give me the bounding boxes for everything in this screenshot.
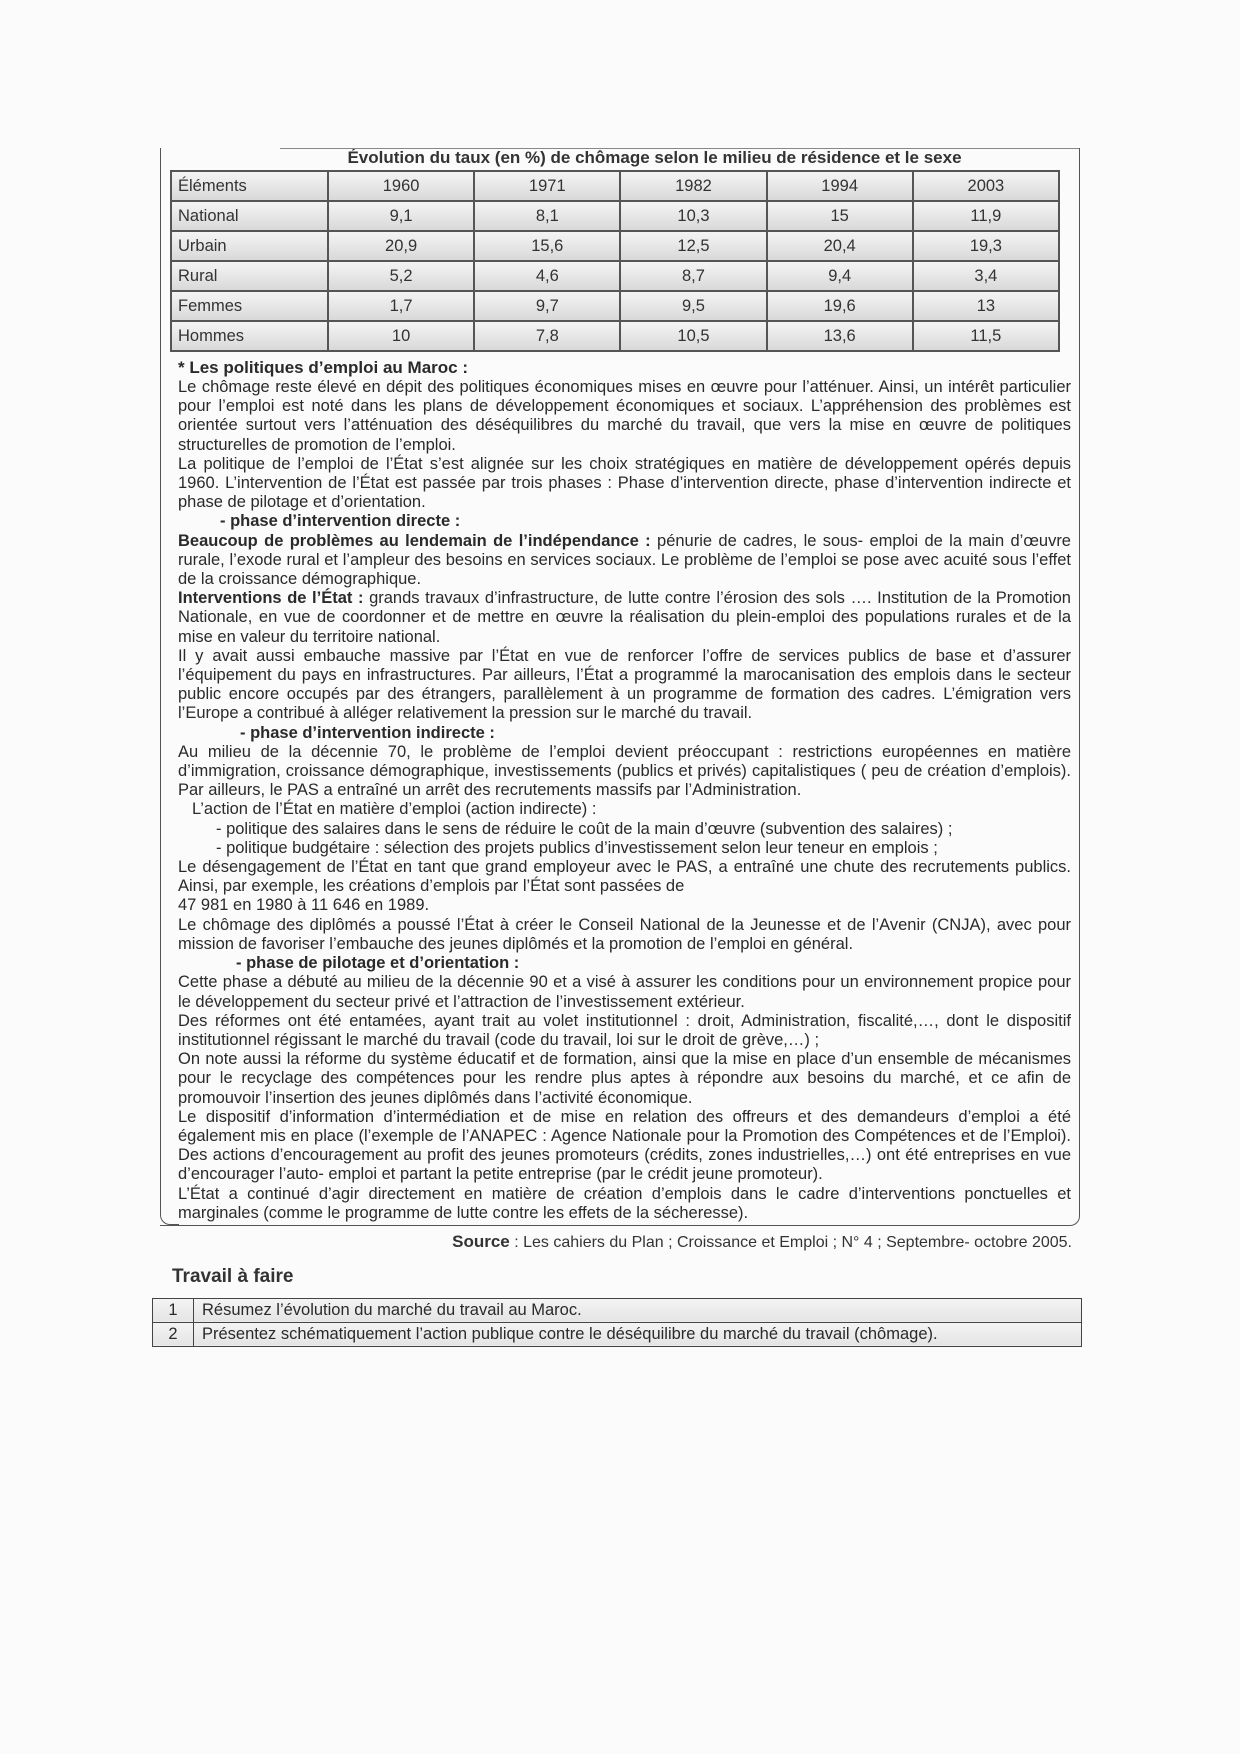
paragraph: On note aussi la réforme du système éducatif et de formation, ainsi que la mise en place d’un ensemble de mécanismes pour le recyclage des compétences pour les rendre plus aptes à répondre aux besoins du marché, et ce afin de promouvoir l’insertion des jeunes diplômés dans l’activité économique. [178, 1050, 1071, 1107]
paragraph: Cette phase a débuté au milieu de la décennie 90 et a visé à assurer les conditions pour un environnement propice pour le développement du secteur privé et l’attraction de l’investissement extérieur. [178, 973, 1071, 1011]
paragraph [178, 532, 1071, 590]
table-cell: 10,3 [620, 201, 766, 231]
table-cell: 9,7 [474, 291, 620, 321]
table-cell: 1,7 [328, 291, 474, 321]
task-text: Résumez l’évolution du marché du travail au Maroc. [194, 1298, 1082, 1322]
paragraph-text: grands travaux d’infrastructure, de lutte contre l’érosion des sols …. Institution de la Promotion Nationale, en vue de coordonner et de mettre en œuvre la réalisation du plein-emploi des populations rurales et de la mise en valeur du territoire national. [178, 589, 1071, 646]
source-label: Source [452, 1231, 510, 1251]
table-header-cell: 1982 [620, 171, 766, 201]
task-number: 1 [153, 1298, 194, 1322]
table-cell: 7,8 [474, 321, 620, 351]
document-page [160, 144, 1080, 1347]
table-cell: 8,7 [620, 261, 766, 291]
table-cell: National [171, 201, 328, 231]
table-header-cell: Éléments [171, 171, 328, 201]
source-text: : Les cahiers du Plan ; Croissance et Emploi ; N° 4 ; Septembre- octobre 2005. [509, 1233, 1072, 1251]
table-header-cell: 1971 [474, 171, 620, 201]
table-row [171, 201, 1059, 231]
task-row [153, 1298, 1082, 1322]
table-cell: 13 [913, 291, 1059, 321]
paragraph-text: pénurie de cadres, le sous- emploi de la main d’œuvre rurale, l’exode rural et l’ampleur des besoins en services sociaux. Le problème de l’emploi se pose avec acuité sous l’effet de la croissance démographique. [178, 531, 1071, 589]
task-text: Présentez schématiquement l’action publique contre le déséquilibre du marché du travail (chômage). [194, 1322, 1082, 1346]
paragraph [178, 589, 1071, 647]
source-line [160, 1232, 1072, 1252]
paragraph: L’action de l’État en matière d’emploi (action indirecte) : [192, 800, 597, 819]
task-title: Travail à faire [172, 1265, 294, 1287]
paragraph: Le dispositif d’information d’intermédiation et de mise en relation des offreurs et des demandeurs d’emploi a été également mis en place (l’exemple de l’ANAPEC : Agence Nationale pour la Promotion des Compétences et de l’Emploi). Des actions d’encouragement au profit des jeunes promoteurs (crédits, zones industrielles,…) ont été entreprises en vue d’encourager l’auto- emploi et partant la petite entreprise (par le crédit jeune promoteur). [178, 1107, 1071, 1184]
paragraph: La politique de l’emploi de l’État s’est alignée sur les choix stratégiques en matière de développement opérés depuis 1960. L’intervention de l’État est passée par trois phases : Phase d’intervention directe, phase d’intervention indirecte et phase de pilotage et d’orientation. [178, 454, 1071, 512]
table-cell: Femmes [171, 291, 328, 321]
paragraph: Le chômage des diplômés a poussé l’État à créer le Conseil National de la Jeunesse et de l’Avenir (CNJA), avec pour mission de favoriser l’embauche des jeunes diplômés et la promotion de l’emploi en général. [178, 915, 1071, 953]
table-cell: 4,6 [474, 261, 620, 291]
table-cell: 12,5 [620, 231, 766, 261]
table-cell: 9,5 [620, 291, 766, 321]
subheading: - phase de pilotage et d’orientation : [236, 954, 520, 973]
task-row [153, 1322, 1082, 1346]
table-cell: 10,5 [620, 321, 766, 351]
table-cell: 11,5 [913, 321, 1059, 351]
list-item: - politique des salaires dans le sens de réduire le coût de la main d’œuvre (subvention des salaires) ; [216, 819, 953, 838]
table-header-cell: 1960 [328, 171, 474, 201]
table-cell: 15,6 [474, 231, 620, 261]
table-cell: Hommes [171, 321, 328, 351]
table-cell: 9,4 [767, 261, 913, 291]
table-row [171, 321, 1059, 351]
table-cell: 19,3 [913, 231, 1059, 261]
table-cell: 20,4 [767, 231, 913, 261]
paragraph: Il y avait aussi embauche massive par l’État en vue de renforcer l’offre de services publics de base et d’assurer l’équipement du pays en infrastructures. Par ailleurs, l’État a programmé la marocanisation des emplois dans le secteur public encore occupés par des étrangers, parallèlement à un programme de formation des cadres. L’émigration vers l’Europe a contribué à alléger relativement la pression sur le marché du travail. [178, 646, 1071, 723]
subheading: - phase d’intervention directe : [220, 512, 461, 531]
table-cell: 19,6 [767, 291, 913, 321]
table-row [171, 231, 1059, 261]
paragraph: 47 981 en 1980 à 11 646 en 1989. [178, 896, 430, 915]
table-cell: Rural [171, 261, 328, 291]
table-cell: 20,9 [328, 231, 474, 261]
table-row [171, 261, 1059, 291]
paragraph: Le désengagement de l’État en tant que grand employeur avec le PAS, a entraîné une chute des recrutements publics. Ainsi, par exemple, les créations d’emplois par l’État sont passées de [178, 858, 1071, 896]
table-row [171, 291, 1059, 321]
table-cell: Urbain [171, 231, 328, 261]
table-cell: 13,6 [767, 321, 913, 351]
table-cell: 3,4 [913, 261, 1059, 291]
table-cell: 5,2 [328, 261, 474, 291]
task-number: 2 [153, 1322, 194, 1346]
paragraph: L’État a continué d’agir directement en matière de création d’emplois dans le cadre d’interventions ponctuelles et marginales (comme le programme de lutte contre les effets de la sécheresse). [178, 1184, 1071, 1222]
table-header-row [171, 171, 1059, 201]
task-table [152, 1298, 1082, 1347]
list-item: - politique budgétaire : sélection des projets publics d’investissement selon leur teneur en emplois ; [216, 838, 938, 857]
paragraph: Le chômage reste élevé en dépit des politiques économiques mises en œuvre pour l’atténuer. Ainsi, un intérêt particulier pour l’emploi est noté dans les plans de développement économiques et sociaux. L’appréhension des problèmes est orientée surtout vers l’atténuation des déséquilibres du marché du travail, que vers la mise en œuvre de politiques structurelles de promotion de l’emploi. [178, 378, 1071, 454]
unemployment-table [170, 170, 1060, 352]
table-header-cell: 1994 [767, 171, 913, 201]
table-cell: 11,9 [913, 201, 1059, 231]
table-cell: 9,1 [328, 201, 474, 231]
table-title: Évolution du taux (en %) de chômage selon le milieu de résidence et le sexe [347, 148, 962, 167]
table-cell: 10 [328, 321, 474, 351]
paragraph: Au milieu de la décennie 70, le problème de l’emploi devient préoccupant : restrictions européennes en matière d’immigration, croissance démographique, investissements (publics et privés) capitalistiques ( peu de création d’emplois). Par ailleurs, le PAS a entraîné un arrêt des recrutements massifs par l’Administration. [178, 742, 1071, 800]
content-frame [160, 148, 1080, 1226]
table-cell: 15 [767, 201, 913, 231]
bold-lead: Beaucoup de problèmes au lendemain de l’indépendance : [178, 531, 651, 550]
bold-lead: Interventions de l’État : [178, 589, 364, 608]
table-cell: 8,1 [474, 201, 620, 231]
paragraph: Des réformes ont été entamées, ayant trait au volet institutionnel : droit, Administration, fiscalité,…, dont le dispositif institutionnel régissant le marché du travail (code du travail, loi sur le droit de grève,…) ; [178, 1011, 1071, 1049]
table-header-cell: 2003 [913, 171, 1059, 201]
section-title: * Les politiques d’emploi au Maroc : [178, 358, 468, 377]
subheading: - phase d’intervention indirecte : [240, 723, 495, 742]
